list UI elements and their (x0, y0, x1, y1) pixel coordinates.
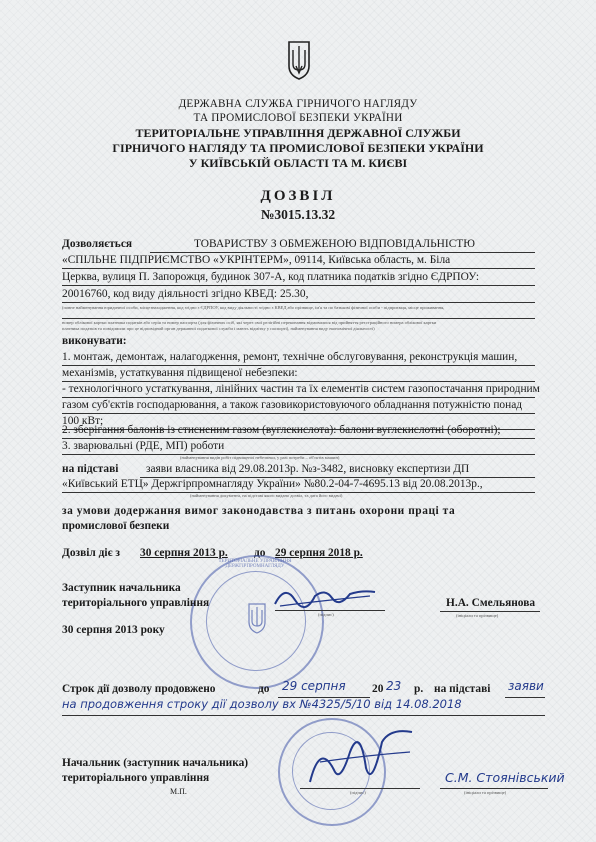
work-line: 100 кВт; (62, 415, 104, 427)
signatory1-name-note: (ініціали та прізвище) (456, 613, 499, 618)
granted-label: Дозволяється (62, 238, 133, 250)
stamp-trident-icon (247, 602, 267, 634)
signatory2-title-1: Начальник (заступник начальника) (62, 757, 249, 769)
signatory1-title-1: Заступник начальника (62, 582, 181, 594)
work-line: - технологічного устаткування, лінійних частин та їх елементів систем газопостачання природним (62, 383, 540, 395)
extension-basis-1: заяви (508, 679, 544, 693)
signature-1-icon (270, 582, 380, 612)
perform-label: виконувати: (62, 335, 127, 347)
header-line-5: У КИЇВСЬКІЙ ОБЛАСТІ ТА М. КИЄВІ (188, 156, 408, 170)
org-note-1: (повне найменування юридичної особи, місцезнаходження, код згідно з ЄДРПОУ, код виду діяльності згідно з КВЕД або прізвище, ім'я та по батькові фізичної особи - підприємця, місце проживання, (62, 305, 445, 310)
extension-date: 29 серпня (282, 679, 346, 693)
signatory1-sign-note: (підпис) (318, 612, 334, 617)
header-line-4: ГІРНИЧОГО НАГЛЯДУ ТА ПРОМИСЛОВОЇ БЕЗПЕКИ УКРАЇНИ (112, 141, 484, 155)
org-line-1: ТОВАРИСТВУ З ОБМЕЖЕНОЮ ВІДПОВІДАЛЬНІСТЮ (194, 238, 475, 250)
validity-from: 30 серпня 2013 р. (140, 547, 228, 559)
signatory2-name-note: (ініціали та прізвище) (464, 790, 507, 795)
signatory1-name: Н.А. Смельянова (446, 597, 536, 609)
basis-label: на підставі (62, 463, 119, 475)
work-line: 1. монтаж, демонтаж, налагодження, ремонт, технічне обслуговування, реконструкція машин, (62, 351, 518, 363)
header-line-1: ДЕРЖАВНА СЛУЖБА ГІРНИЧОГО НАГЛЯДУ (178, 98, 418, 110)
header-line-3: ТЕРИТОРІАЛЬНЕ УПРАВЛІННЯ ДЕРЖАВНОЇ СЛУЖБИ (135, 126, 461, 140)
basis-line-2: «Київський ЕТЦ» Держгірпромнагляду України» №80.2-04-7-4695.13 від 20.08.2013р., (62, 478, 483, 490)
work-line: 2. зберігання балонів із стисненим газом (вуглекислота): балони вуглекислотні (оборотні); (62, 424, 501, 436)
extension-year: 23 (386, 679, 402, 693)
extension-label: Строк дії дозволу продовжено (62, 683, 216, 695)
validity-to: 29 серпня 2018 р. (275, 547, 363, 559)
signatory2-name: С.М. Стоянівський (445, 770, 565, 785)
extension-basis-2: на продовження строку дії дозволу вх №4325/5/10 від 14.08.2018 (62, 697, 462, 711)
works-note: (найменування видів робіт підвищеної небезпеки, у разі потреби – об'єктів машин) (180, 455, 340, 460)
validity-label: Дозвіл діє з (62, 547, 120, 559)
stamp-ring-text: ТЕРИТОРІАЛЬНЕ УПРАВЛІННЯ ДЕРЖГІРПРОМНАГЛЯДУ (218, 559, 292, 569)
extension-basis-label: на підставі (434, 683, 491, 695)
org-line-3: Церква, вулиця П. Запорожця, будинок 307-А, код платника податків згідно ЄДРПОУ: (62, 271, 480, 283)
org-note-3: платника податків та повідомили про це відповідний орган державної податкової служби і мають відмітку у паспорті), найменування виду економічної діяльності) (62, 326, 375, 331)
validity-to-label: до (254, 547, 266, 559)
org-note-2: номер облікової картки платника податків або серія та номер паспорта (для фізичних осіб, які через свої релігійні переконання відмовилися від прийняття реєстраційного номера облікової картки (62, 320, 437, 325)
document-number: №3015.13.32 (260, 207, 336, 222)
work-line: механізмів, устаткування підвищеної небезпеки: (62, 367, 298, 379)
org-line-2: «СПІЛЬНЕ ПІДПРИЄМСТВО «УКРІНТЕРМ», 09114, Київська область, м. Біла (62, 254, 451, 266)
signatory2-mp: М.П. (170, 787, 187, 796)
work-line: 3. зварювальні (РДЕ, МП) роботи (62, 440, 225, 452)
signatory2-title-2: територіального управління (62, 772, 210, 784)
extension-to-label: до (258, 683, 270, 695)
extension-year-prefix: 20 (372, 683, 384, 695)
org-line-4: 20016760, код виду діяльності згідно КВЕД: 25.30, (62, 288, 309, 300)
basis-note: (найменування документа, на підставі якого видано дозвіл, та дата його видачі) (190, 493, 343, 498)
header-line-2: ТА ПРОМИСЛОВОЇ БЕЗПЕКИ УКРАЇНИ (193, 112, 403, 124)
work-line: газом суб'єктів господарювання, а також газовикористовуючого обладнання потужністю понад (62, 399, 523, 411)
official-stamp (190, 555, 324, 689)
basis-line-1: заяви власника від 29.08.2013р. №з-3482, висновку експертизи ДП (146, 463, 470, 475)
signatory1-title-2: територіального управління (62, 597, 210, 609)
coat-of-arms-icon (287, 40, 311, 80)
extension-year-suffix: р. (414, 683, 424, 695)
document-title: ДОЗВІЛ (260, 188, 336, 204)
condition-line-1: за умови додержання вимог законодавства з питань охорони праці та (62, 505, 456, 517)
condition-line-2: промислової безпеки (62, 520, 170, 532)
signatory1-date: 30 серпня 2013 року (62, 624, 165, 636)
signature-2-icon (300, 722, 420, 792)
signatory2-sign-note: (підпис) (350, 790, 366, 795)
